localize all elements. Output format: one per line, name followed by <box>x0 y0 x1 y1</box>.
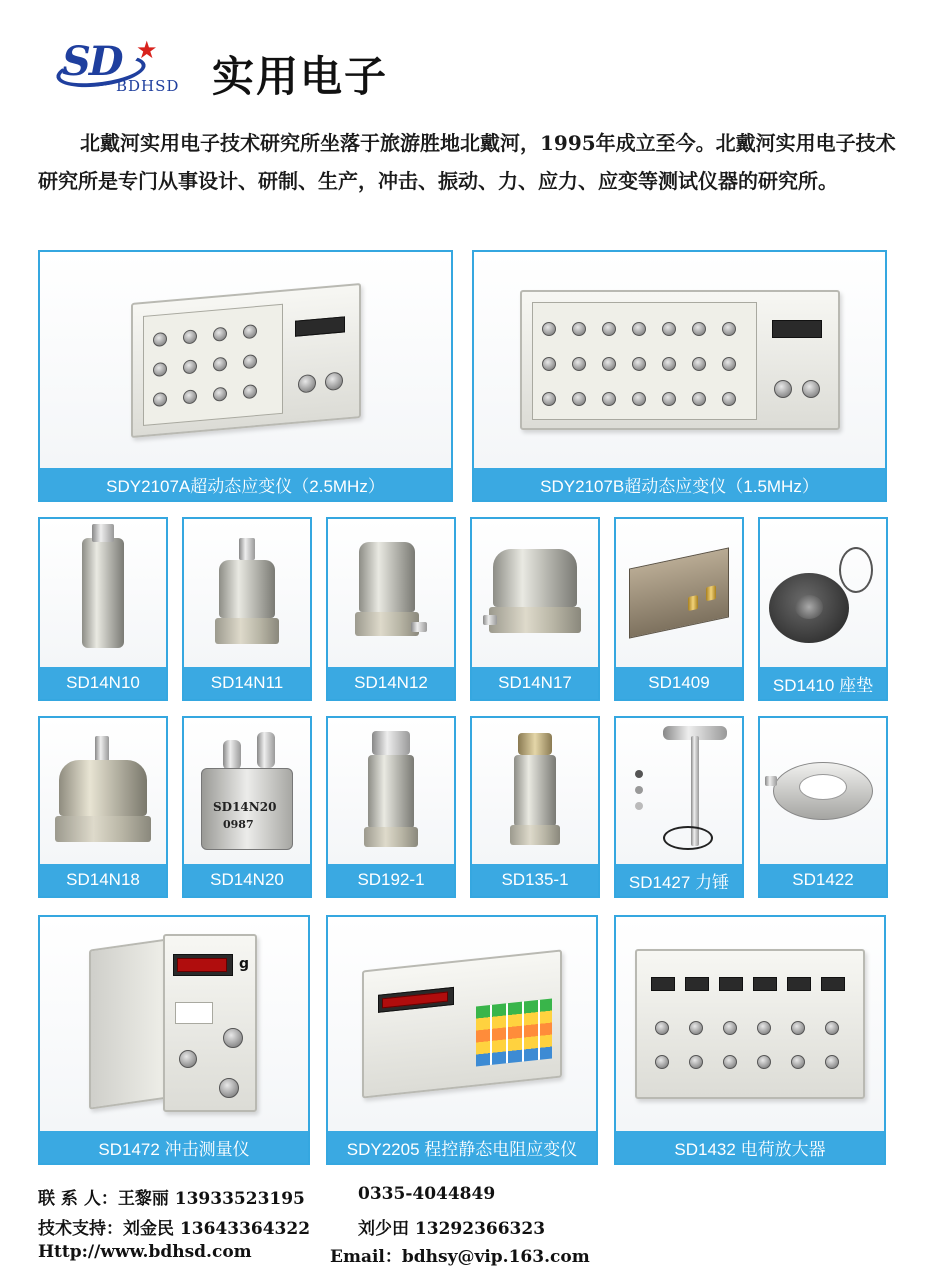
product-label: SDY2205 程控静态电阻应变仪 <box>328 1131 596 1163</box>
logo-text: SD <box>62 38 122 85</box>
product-photo <box>472 718 598 864</box>
contact-tel[interactable]: 0335-4044849 <box>358 1184 496 1204</box>
strain-amplifier-icon <box>131 282 361 437</box>
product-card-sd1472[interactable] <box>38 915 310 1165</box>
serial-marking: 0987 <box>223 818 254 831</box>
product-label: SD1410 座垫 <box>760 667 886 699</box>
logo-subtext: BDHSD <box>116 77 180 95</box>
company-logo <box>50 36 200 98</box>
product-photo <box>760 718 886 864</box>
product-photo <box>328 718 454 864</box>
accelerometer-icon <box>510 733 560 849</box>
product-photo <box>616 718 742 864</box>
triaxial-accelerometer-icon <box>201 732 293 850</box>
accelerometer-icon <box>55 736 151 846</box>
contact-row <box>38 1184 305 1209</box>
product-label: SD14N18 <box>40 864 166 896</box>
product-photo <box>616 917 884 1131</box>
product-card-sdy2107b[interactable] <box>472 250 887 502</box>
force-ring-icon <box>773 756 873 826</box>
accelerometer-icon <box>82 538 124 648</box>
product-photo <box>760 519 886 667</box>
product-card-sd14n12[interactable] <box>326 517 456 701</box>
shock-meter-icon <box>89 934 259 1114</box>
junction-box-icon <box>629 547 729 638</box>
product-photo <box>328 519 454 667</box>
product-card-sd14n10[interactable] <box>38 517 168 701</box>
tech-name-1: 刘金民 <box>123 1219 174 1239</box>
website-link[interactable]: Http://www.bdhsd.com <box>38 1242 252 1262</box>
product-photo <box>472 519 598 667</box>
product-photo <box>328 917 596 1131</box>
product-card-sd1432[interactable] <box>614 915 886 1165</box>
contact-name: 王黎丽 <box>117 1189 169 1209</box>
product-label: SDY2107B超动态应变仪（1.5MHz） <box>474 468 885 500</box>
impact-hammer-icon <box>629 726 729 856</box>
product-label: SDY2107A超动态应变仪（2.5MHz） <box>40 468 451 500</box>
header <box>50 36 550 106</box>
product-label: SD14N17 <box>472 667 598 699</box>
accelerometer-icon <box>489 543 581 643</box>
product-photo <box>474 252 885 468</box>
product-label: SD14N12 <box>328 667 454 699</box>
product-label: SD1427 力锤 <box>616 864 742 896</box>
star-icon: ★ <box>136 36 158 64</box>
accelerometer-icon <box>215 538 279 648</box>
tech-phone-1[interactable]: 13643364322 <box>179 1219 311 1239</box>
product-card-sd1410[interactable] <box>758 517 888 701</box>
seat-pad-icon <box>769 543 877 643</box>
model-marking: SD14N20 <box>213 800 277 814</box>
tech-phone-2[interactable]: 13292366323 <box>414 1219 546 1239</box>
product-card-sd192-1[interactable] <box>326 716 456 898</box>
product-label: SD14N10 <box>40 667 166 699</box>
tech-support-2 <box>358 1214 545 1239</box>
product-card-sdy2107a[interactable] <box>38 250 453 502</box>
product-photo <box>40 519 166 667</box>
product-label: SD1409 <box>616 667 742 699</box>
product-label: SD135-1 <box>472 864 598 896</box>
product-label: SD1422 <box>760 864 886 896</box>
product-label: SD1472 冲击测量仪 <box>40 1131 308 1163</box>
accelerometer-icon <box>364 731 418 851</box>
product-card-sd14n17[interactable] <box>470 517 600 701</box>
product-card-sd1427[interactable] <box>614 716 744 898</box>
product-photo <box>40 718 166 864</box>
tech-support-row <box>38 1214 310 1239</box>
product-card-sd1409[interactable] <box>614 517 744 701</box>
product-card-sd135-1[interactable] <box>470 716 600 898</box>
strain-amplifier-icon <box>520 290 840 430</box>
product-label: SD14N20 <box>184 864 310 896</box>
product-photo <box>40 917 308 1131</box>
product-label: SD14N11 <box>184 667 310 699</box>
product-card-sd14n20[interactable] <box>182 716 312 898</box>
intro-paragraph: 北戴河实用电子技术研究所坐落于旅游胜地北戴河，1995年成立至今。北戴河实用电子技术研究所是专门从事设计、研制、生产，冲击、振动、力、应力、应变等测试仪器的研究所。 <box>38 131 896 193</box>
product-card-sdy2205[interactable] <box>326 915 598 1165</box>
company-name: 实用电子 <box>212 52 389 101</box>
email-link[interactable]: Email：bdhsy@vip.163.com <box>330 1247 590 1267</box>
charge-amplifier-icon <box>635 949 865 1099</box>
product-card-sd14n18[interactable] <box>38 716 168 898</box>
product-card-sd14n11[interactable] <box>182 517 312 701</box>
accelerometer-icon <box>355 538 427 648</box>
product-label: SD192-1 <box>328 864 454 896</box>
product-label: SD1432 电荷放大器 <box>616 1131 884 1163</box>
unit-label: g <box>239 956 250 972</box>
product-photo <box>184 519 310 667</box>
product-card-sd1422[interactable] <box>758 716 888 898</box>
tech-label: 技术支持： <box>38 1219 123 1239</box>
contact-phone[interactable]: 13933523195 <box>174 1189 305 1209</box>
product-photo <box>184 718 310 864</box>
product-photo <box>616 519 742 667</box>
tech-name-2: 刘少田 <box>358 1219 409 1239</box>
contact-label: 联 系 人： <box>38 1189 118 1209</box>
static-strain-meter-icon <box>362 949 562 1098</box>
product-photo <box>40 252 451 468</box>
